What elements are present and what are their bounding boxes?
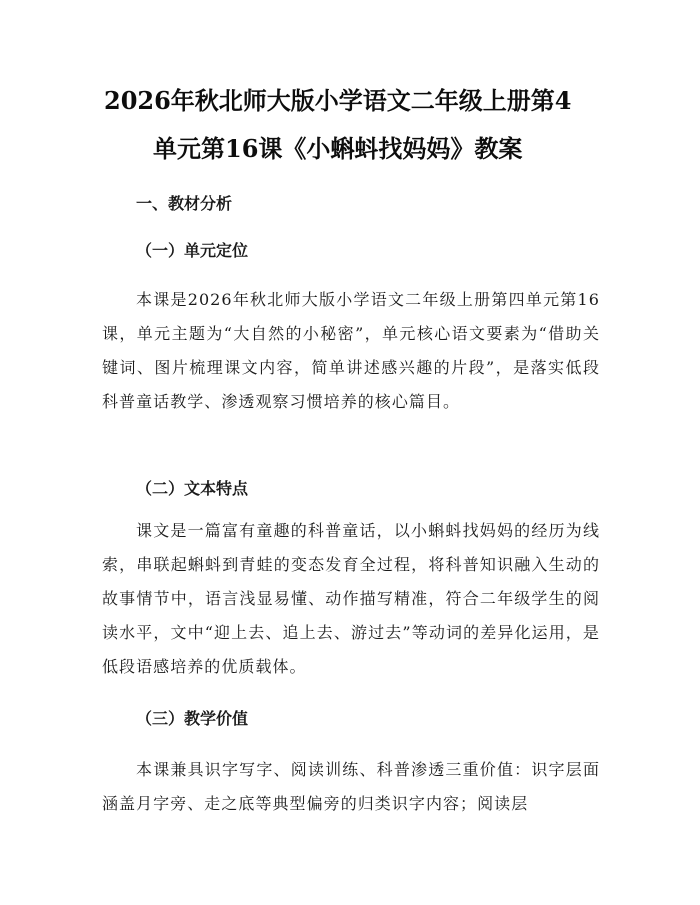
paragraph-text-features: 课文是一篇富有童趣的科普童话，以小蝌蚪找妈妈的经历为线索，串联起蝌蚪到青蛙的变态发育全过程，将科普知识融入生动的故事情节中，语言浅显易懂、动作描写精准，符合二年级学生的阅读水平，文中“迎上去、追上去、游过去”等动词的差异化运用，是低段语感培养的优质载体。	[102, 521, 600, 676]
document-title-line-2: 单元第16课《小蝌蚪找妈妈》教案	[153, 134, 523, 163]
subsection-heading-unit-positioning: （一）单元定位	[136, 241, 249, 260]
document-title-line-1: 2026年秋北师大版小学语文二年级上册第4	[104, 86, 572, 115]
paragraph-unit-positioning: 本课是2026年秋北师大版小学语文二年级上册第四单元第16课，单元主题为“大自然的小秘密”，单元核心语文要素为“借助关键词、图片梳理课文内容，简单讲述感兴趣的片段”，是落实低段科普童话教学、渗透观察习惯培养的核心篇目。	[102, 290, 600, 411]
paragraph-teaching-value: 本课兼具识字写字、阅读训练、科普渗透三重价值：识字层面涵盖月字旁、走之底等典型偏旁的归类识字内容；阅读层	[102, 760, 600, 813]
section-heading-textbook-analysis: 一、教材分析	[136, 194, 233, 213]
subsection-heading-text-features: （二）文本特点	[136, 479, 249, 498]
subsection-heading-teaching-value: （三）教学价值	[136, 709, 249, 728]
